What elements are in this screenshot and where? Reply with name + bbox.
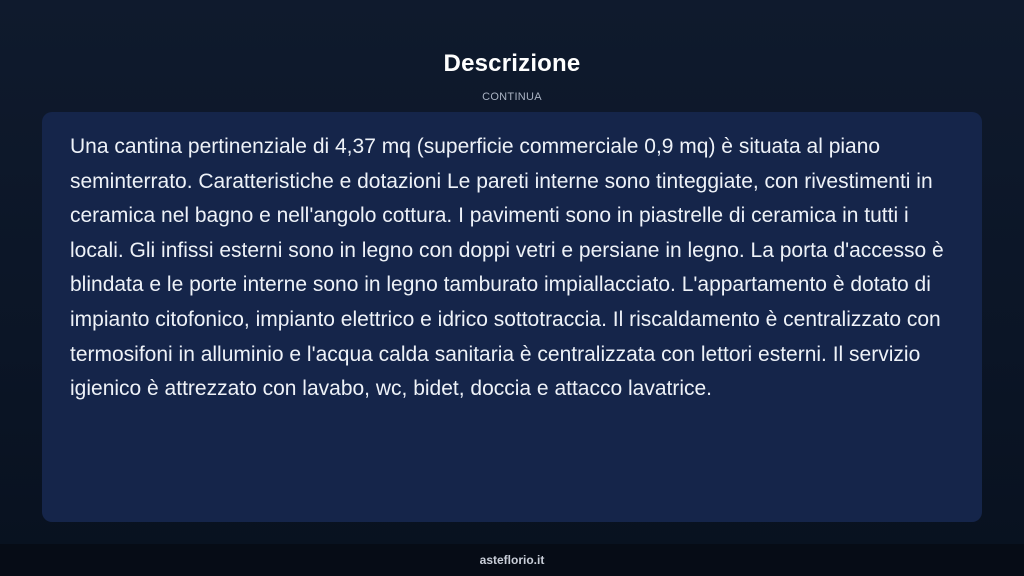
continue-label: CONTINUA [482, 91, 542, 103]
description-card [42, 112, 982, 522]
footer-site-link[interactable]: asteflorio.it [479, 553, 545, 567]
header [0, 49, 1024, 104]
footer-bar [0, 544, 1024, 576]
description-text: Una cantina pertinenziale di 4,37 mq (superficie commerciale 0,9 mq) è situata al piano seminterrato. Caratteristiche e dotazioni Le pareti interne sono tinteggiate, con rivestimenti in ceramica nel bagno e nell'angolo cottura. I pavimenti sono in piastrelle di ceramica in tutti i locali. Gli infissi esterni sono in legno con doppi vetri e persiane in legno. La porta d'accesso è blindata e le porte interne sono in legno tamburato impiallacciato. L'appartamento è dotato di impianto citofonico, impianto elettrico e idrico sottotraccia. Il riscaldamento è centralizzato con termosifoni in alluminio e l'acqua calda sanitaria è centralizzata con lettori esterni. Il servizio igienico è attrezzato con lavabo, wc, bidet, doccia e attacco lavatrice. [70, 135, 944, 401]
page-title: Descrizione [443, 50, 581, 77]
